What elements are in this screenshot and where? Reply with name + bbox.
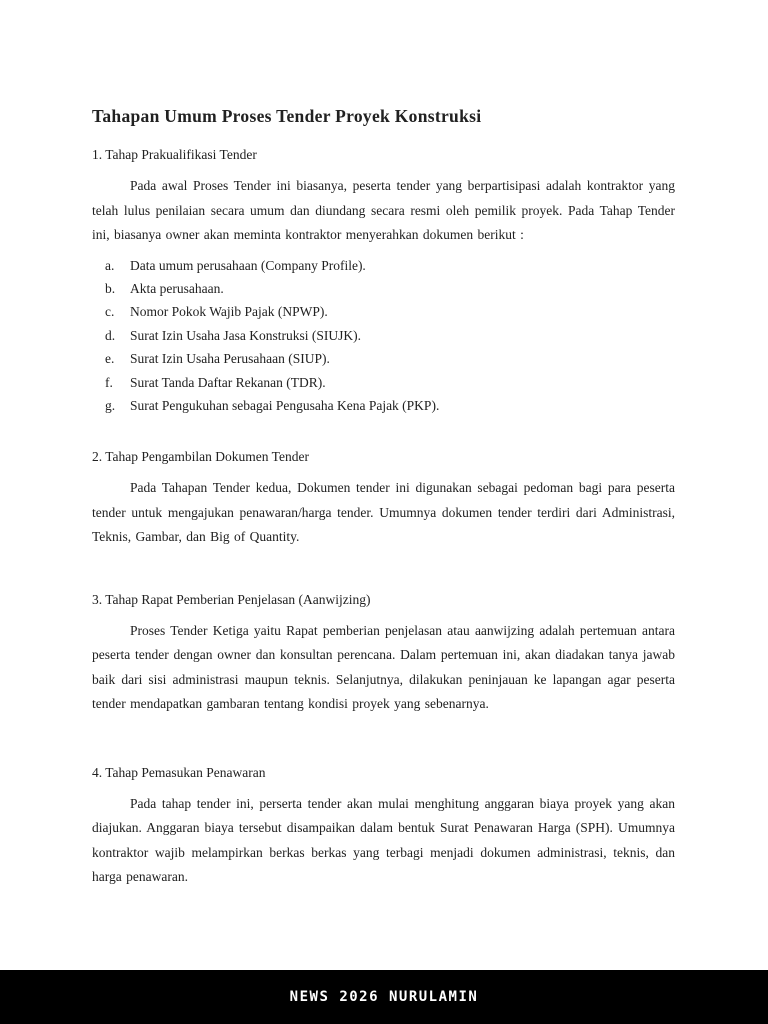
list-item-marker: f. [105,374,113,390]
list-item-text: Nomor Pokok Wajib Pajak (NPWP). [130,304,328,320]
list-item [92,394,675,417]
list-item-marker: c. [105,304,115,320]
list-item [92,277,675,300]
document-title: Tahapan Umum Proses Tender Proyek Konstruksi [92,106,482,126]
list-item-marker: g. [105,397,116,413]
document-requirements-list [92,254,675,418]
list-item-marker: b. [105,280,116,296]
section-1-heading: 1. Tahap Prakualifikasi Tender [92,147,257,162]
list-item-text: Surat Tanda Daftar Rekanan (TDR). [130,374,326,390]
list-item-text: Surat Pengukuhan sebagai Pengusaha Kena Pajak (PKP). [130,397,440,413]
section-2-paragraph: Pada Tahapan Tender kedua, Dokumen tender ini digunakan sebagai pedoman bagi para peserta tender untuk mengajukan penawaran/harga tender. Umumnya dokumen tender terdiri dari Administrasi, Teknis, Gambar, dan Big of Quantity. [92,480,675,545]
section-aanwijzing [92,590,675,717]
list-item-marker: a. [105,257,115,273]
list-item-marker: e. [105,351,115,367]
list-item [92,300,675,323]
list-item-text: Data umum perusahaan (Company Profile). [130,257,366,273]
list-item-text: Akta perusahaan. [130,280,224,296]
document-body [92,104,675,890]
list-item-text: Surat Izin Usaha Jasa Konstruksi (SIUJK). [130,327,361,343]
list-item-text: Surat Izin Usaha Perusahaan (SIUP). [130,351,330,367]
section-3-heading: 3. Tahap Rapat Pemberian Penjelasan (Aanwijzing) [92,591,371,607]
section-4-heading: 4. Tahap Pemasukan Penawaran [92,764,266,780]
section-2-heading: 2. Tahap Pengambilan Dokumen Tender [92,449,309,465]
list-item [92,347,675,370]
footer-watermark-text: NEWS 2026 NURULAMIN [289,989,479,1005]
section-pemasukan-penawaran [92,763,675,890]
list-item [92,371,675,394]
section-3-paragraph: Proses Tender Ketiga yaitu Rapat pemberian penjelasan atau aanwijzing adalah pertemuan antara peserta tender dengan owner dan konsultan perencana. Dalam pertemuan ini, akan diadakan tanya jawab baik dari sisi administrasi maupun teknis. Selanjutnya, dilakukan peninjauan ke lapangan agar peserta tender mendapatkan gambaran tentang kondisi proyek yang sebenarnya. [92,622,675,712]
section-1-paragraph: Pada awal Proses Tender ini biasanya, peserta tender yang berpartisipasi adalah kontraktor yang telah lulus penilaian secara umum dan diundang secara resmi oleh pemilik proyek. Pada Tahap Tender ini, biasanya owner akan meminta kontraktor menyerahkan dokumen berikut : [92,178,675,242]
section-prakualifikasi [92,145,675,417]
list-item [92,324,675,347]
list-item-marker: d. [105,327,116,343]
section-4-paragraph: Pada tahap tender ini, perserta tender akan mulai menghitung anggaran biaya proyek yang akan diajukan. Anggaran biaya tersebut disampaikan dalam bentuk Surat Penawaran Harga (SPH). Umumnya kontraktor wajib melampirkan berkas berkas yang terbagi menjadi dokumen administrasi, teknis, dan harga penawaran. [92,795,675,885]
footer-watermark-bar [0,970,768,1024]
list-item [92,254,675,277]
section-pengambilan-dokumen [92,447,675,550]
